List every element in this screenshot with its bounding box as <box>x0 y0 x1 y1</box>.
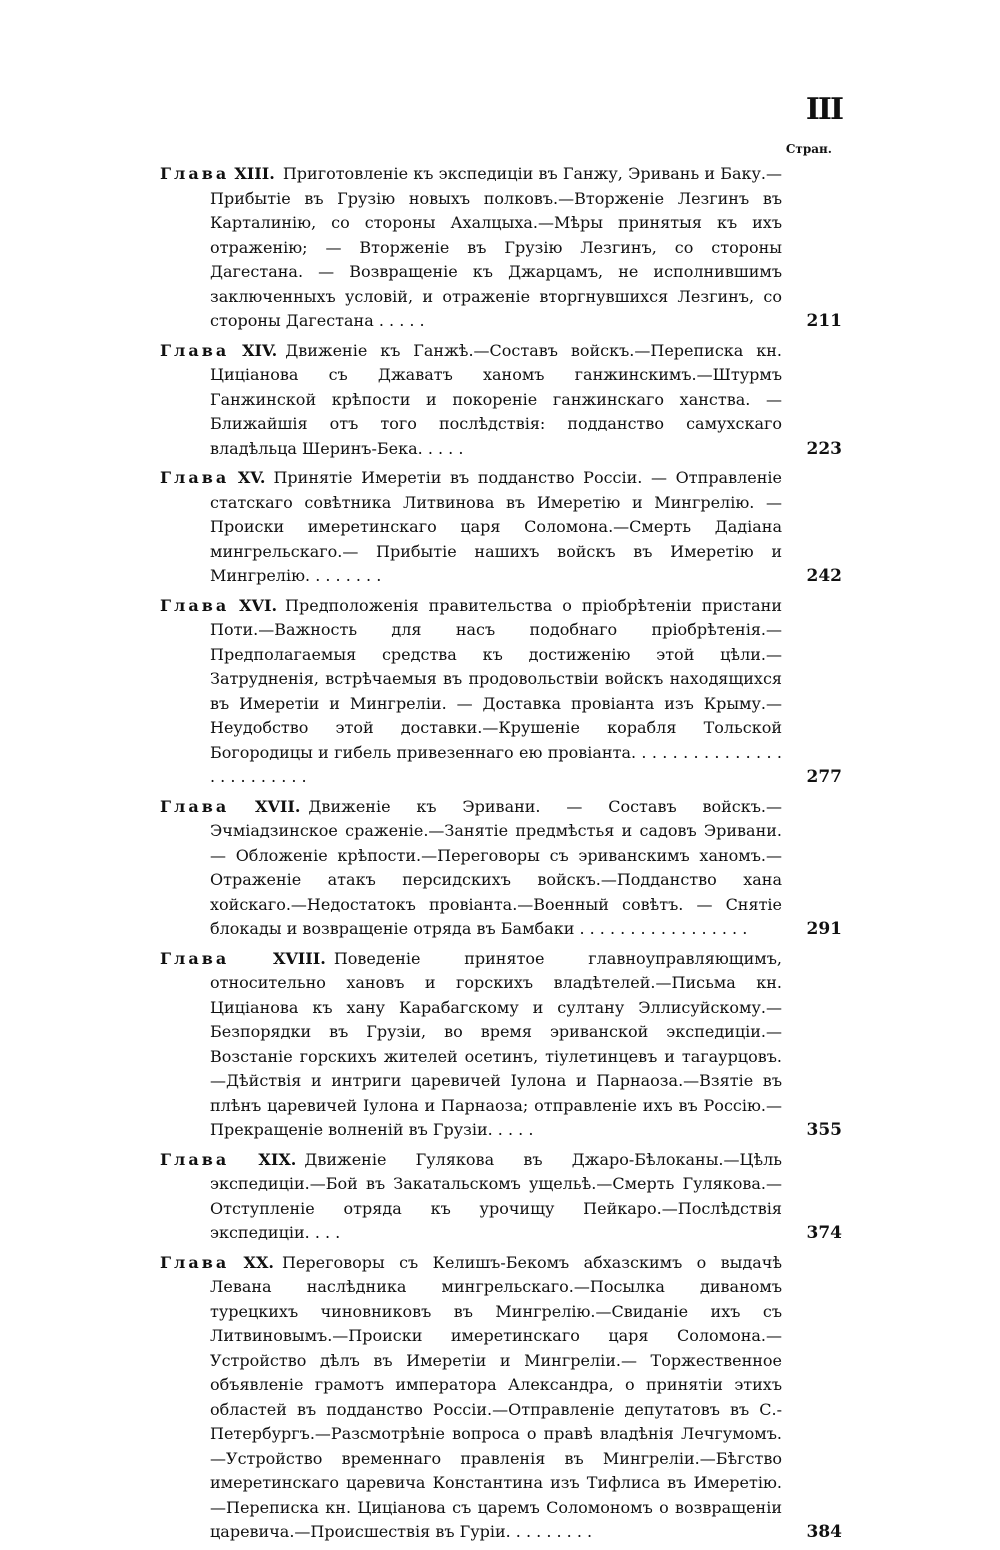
chapter-label: Глава <box>160 1252 230 1272</box>
toc-entry-text <box>160 795 782 942</box>
chapter-number: XIV. <box>242 340 278 360</box>
chapter-summary: Приготовленіе къ экспедиціи въ Ганжу, Эривань и Баку.—Прибытіе въ Грузію новыхъ полковъ.—Вторженіе Лезгинъ въ Карталинію, со стороны Ахалцыха.—Мѣры принятыя къ ихъ отраженію; — Вторженіе въ Грузію Лезгинъ, со стороны Дагестана. — Возвращеніе къ Джарцамъ, не исполнившимъ заключенныхъ условій, и отраженіе вторгнувшихся Лезгинъ, со стороны Дагестана . . . . . <box>210 164 782 330</box>
chapter-summary: Переговоры съ Келишъ-Бекомъ абхазскимъ о выдачѣ Левана наслѣдника мингрельскаго.—Посылка диваномъ турецкихъ чиновниковъ въ Мингрелію.—Свиданіе ихъ съ Литвиновымъ.—Происки имеретинскаго царя Соломона.—Устройство дѣлъ въ Имеретіи и Мингреліи.— Торжественное объявленіе грамотъ императора Александра, о принятіи этихъ областей въ подданство Россіи.—Отправленіе депутатовъ въ С.-Петербургъ.—Разсмотрѣніе вопроса о правѣ владѣнія Лечгумомъ.—Устройство временнаго правленія въ Мингреліи.—Бѣгство имеретинскаго царевича Константина изъ Тифлиса въ Имеретію.—Переписка кн. Циціанова съ царемъ Соломономъ о возвращеніи царевича.—Происшествія въ Гуріи. . . . . . . . . <box>210 1252 782 1541</box>
toc-entry-text <box>160 1251 782 1545</box>
toc-entry-18 <box>160 947 842 1143</box>
chapter-label: Глава <box>160 1149 230 1169</box>
toc-entry-19 <box>160 1148 842 1246</box>
toc-entry-14 <box>160 339 842 462</box>
chapter-number: XX. <box>243 1252 274 1272</box>
page-number: III <box>805 92 842 127</box>
page-reference: 355 <box>806 1120 842 1140</box>
toc-entry-text <box>160 466 782 589</box>
chapter-summary: Движеніе къ Эривани. — Составъ войскъ.—Эчміадзинское сраженіе.—Занятіе предмѣстья и садовъ Эривани.— Обложеніе крѣпости.—Переговоры съ эриванскимъ ханомъ.—Отраженіе атакъ персидскихъ войскъ.—Подданство хана хойскаго.—Недостатокъ провіанта.—Военный совѣтъ. — Снятіе блокады и возвращеніе отряда въ Бамбаки . . . . . . . . . . . . . . . . . <box>210 796 783 938</box>
toc-entry-13 <box>160 162 842 334</box>
chapter-number: XVIII. <box>272 948 326 968</box>
chapter-summary: Принятіе Имеретіи въ подданство Россіи. — Отправленіе статскаго совѣтника Литвинова въ Имеретію и Мингрелію. — Происки имеретинскаго царя Соломона.—Смерть Дадіана мингрельскаго.— Прибытіе нашихъ войскъ въ Имеретію и Мингрелію. . . . . . . . <box>210 468 782 585</box>
chapter-number: XVII. <box>255 796 301 816</box>
page-reference: 374 <box>806 1223 842 1243</box>
table-of-contents <box>160 162 842 1550</box>
toc-entry-text <box>160 1148 782 1246</box>
chapter-summary: Движеніе къ Ганжѣ.—Составъ войскъ.—Переписка кн. Циціанова съ Джаватъ ханомъ ганжинскимъ.—Штурмъ Ганжинской крѣпости и покореніе ганжинскаго ханства. — Ближайшія отъ того послѣдствія: подданство самухскаго владѣльца Шеринъ-Бека. . . . . <box>210 340 782 458</box>
toc-entry-15 <box>160 466 842 589</box>
chapter-label: Глава <box>160 948 230 968</box>
toc-entry-20 <box>160 1251 842 1545</box>
page-reference: 242 <box>806 566 842 586</box>
chapter-number: XV. <box>237 468 266 487</box>
page-column-header: Стран. <box>785 142 832 156</box>
chapter-summary: Предположенія правительства о пріобрѣтеніи пристани Поти.—Важность для насъ подобнаго пріобрѣтенія.—Предполагаемыя средства къ достиженію этой цѣли.—Затрудненія, встрѣчаемыя въ продовольствіи войскъ находящихся въ Имеретіи и Мингреліи. — Доставка провіанта изъ Крыму.—Неудобство этой доставки.—Крушеніе корабля Тольской Богородицы и гибель привезеннаго ею провіанта. . . . . . . . . . . . . . . . . . . . . . . . . <box>210 595 782 786</box>
toc-entry-text <box>160 162 782 334</box>
chapter-label: Глава <box>160 796 230 816</box>
toc-entry-text <box>160 947 782 1143</box>
page-reference: 211 <box>806 311 842 331</box>
toc-entry-text <box>160 594 782 790</box>
toc-entry-17 <box>160 795 842 942</box>
chapter-label: Глава <box>160 340 230 360</box>
page-reference: 223 <box>806 438 842 459</box>
chapter-number: XVI. <box>239 595 278 615</box>
chapter-label: Глава <box>160 468 230 487</box>
chapter-label: Глава <box>160 164 230 183</box>
chapter-summary: Поведеніе принятое главноуправляющимъ, относительно хановъ и горскихъ владѣтелей.—Письма кн. Циціанова къ хану Карабагскому и султану Эллисуйскому.—Безпорядки въ Грузіи, во время эриванской экспедиціи.—Возстаніе горскихъ жителей осетинъ, тіулетинцевъ и тагаурцовъ.—Дѣйствія и интриги царевичей Іулона и Парнаоза.—Взятіе въ плѣнъ царевичей Іулона и Парнаоза; отправленіе ихъ въ Россію.—Прекращеніе волненій въ Грузіи. . . . . <box>210 948 782 1139</box>
chapter-number: XIX. <box>258 1149 297 1169</box>
chapter-number: XIII. <box>234 164 275 183</box>
toc-entry-text <box>160 339 782 462</box>
chapter-label: Глава <box>160 595 230 615</box>
chapter-summary: Движеніе Гулякова въ Джаро-Бѣлоканы.—Цѣль экспедиціи.—Бой въ Закатальскомъ ущельѣ.—Смерть Гулякова.—Отступленіе отряда къ урочищу Пейкаро.—Послѣдствія экспедиціи. . . . <box>210 1149 782 1242</box>
page-reference: 384 <box>806 1522 842 1542</box>
page-reference: 277 <box>806 767 842 787</box>
toc-entry-16 <box>160 594 842 790</box>
page-reference: 291 <box>806 919 842 939</box>
